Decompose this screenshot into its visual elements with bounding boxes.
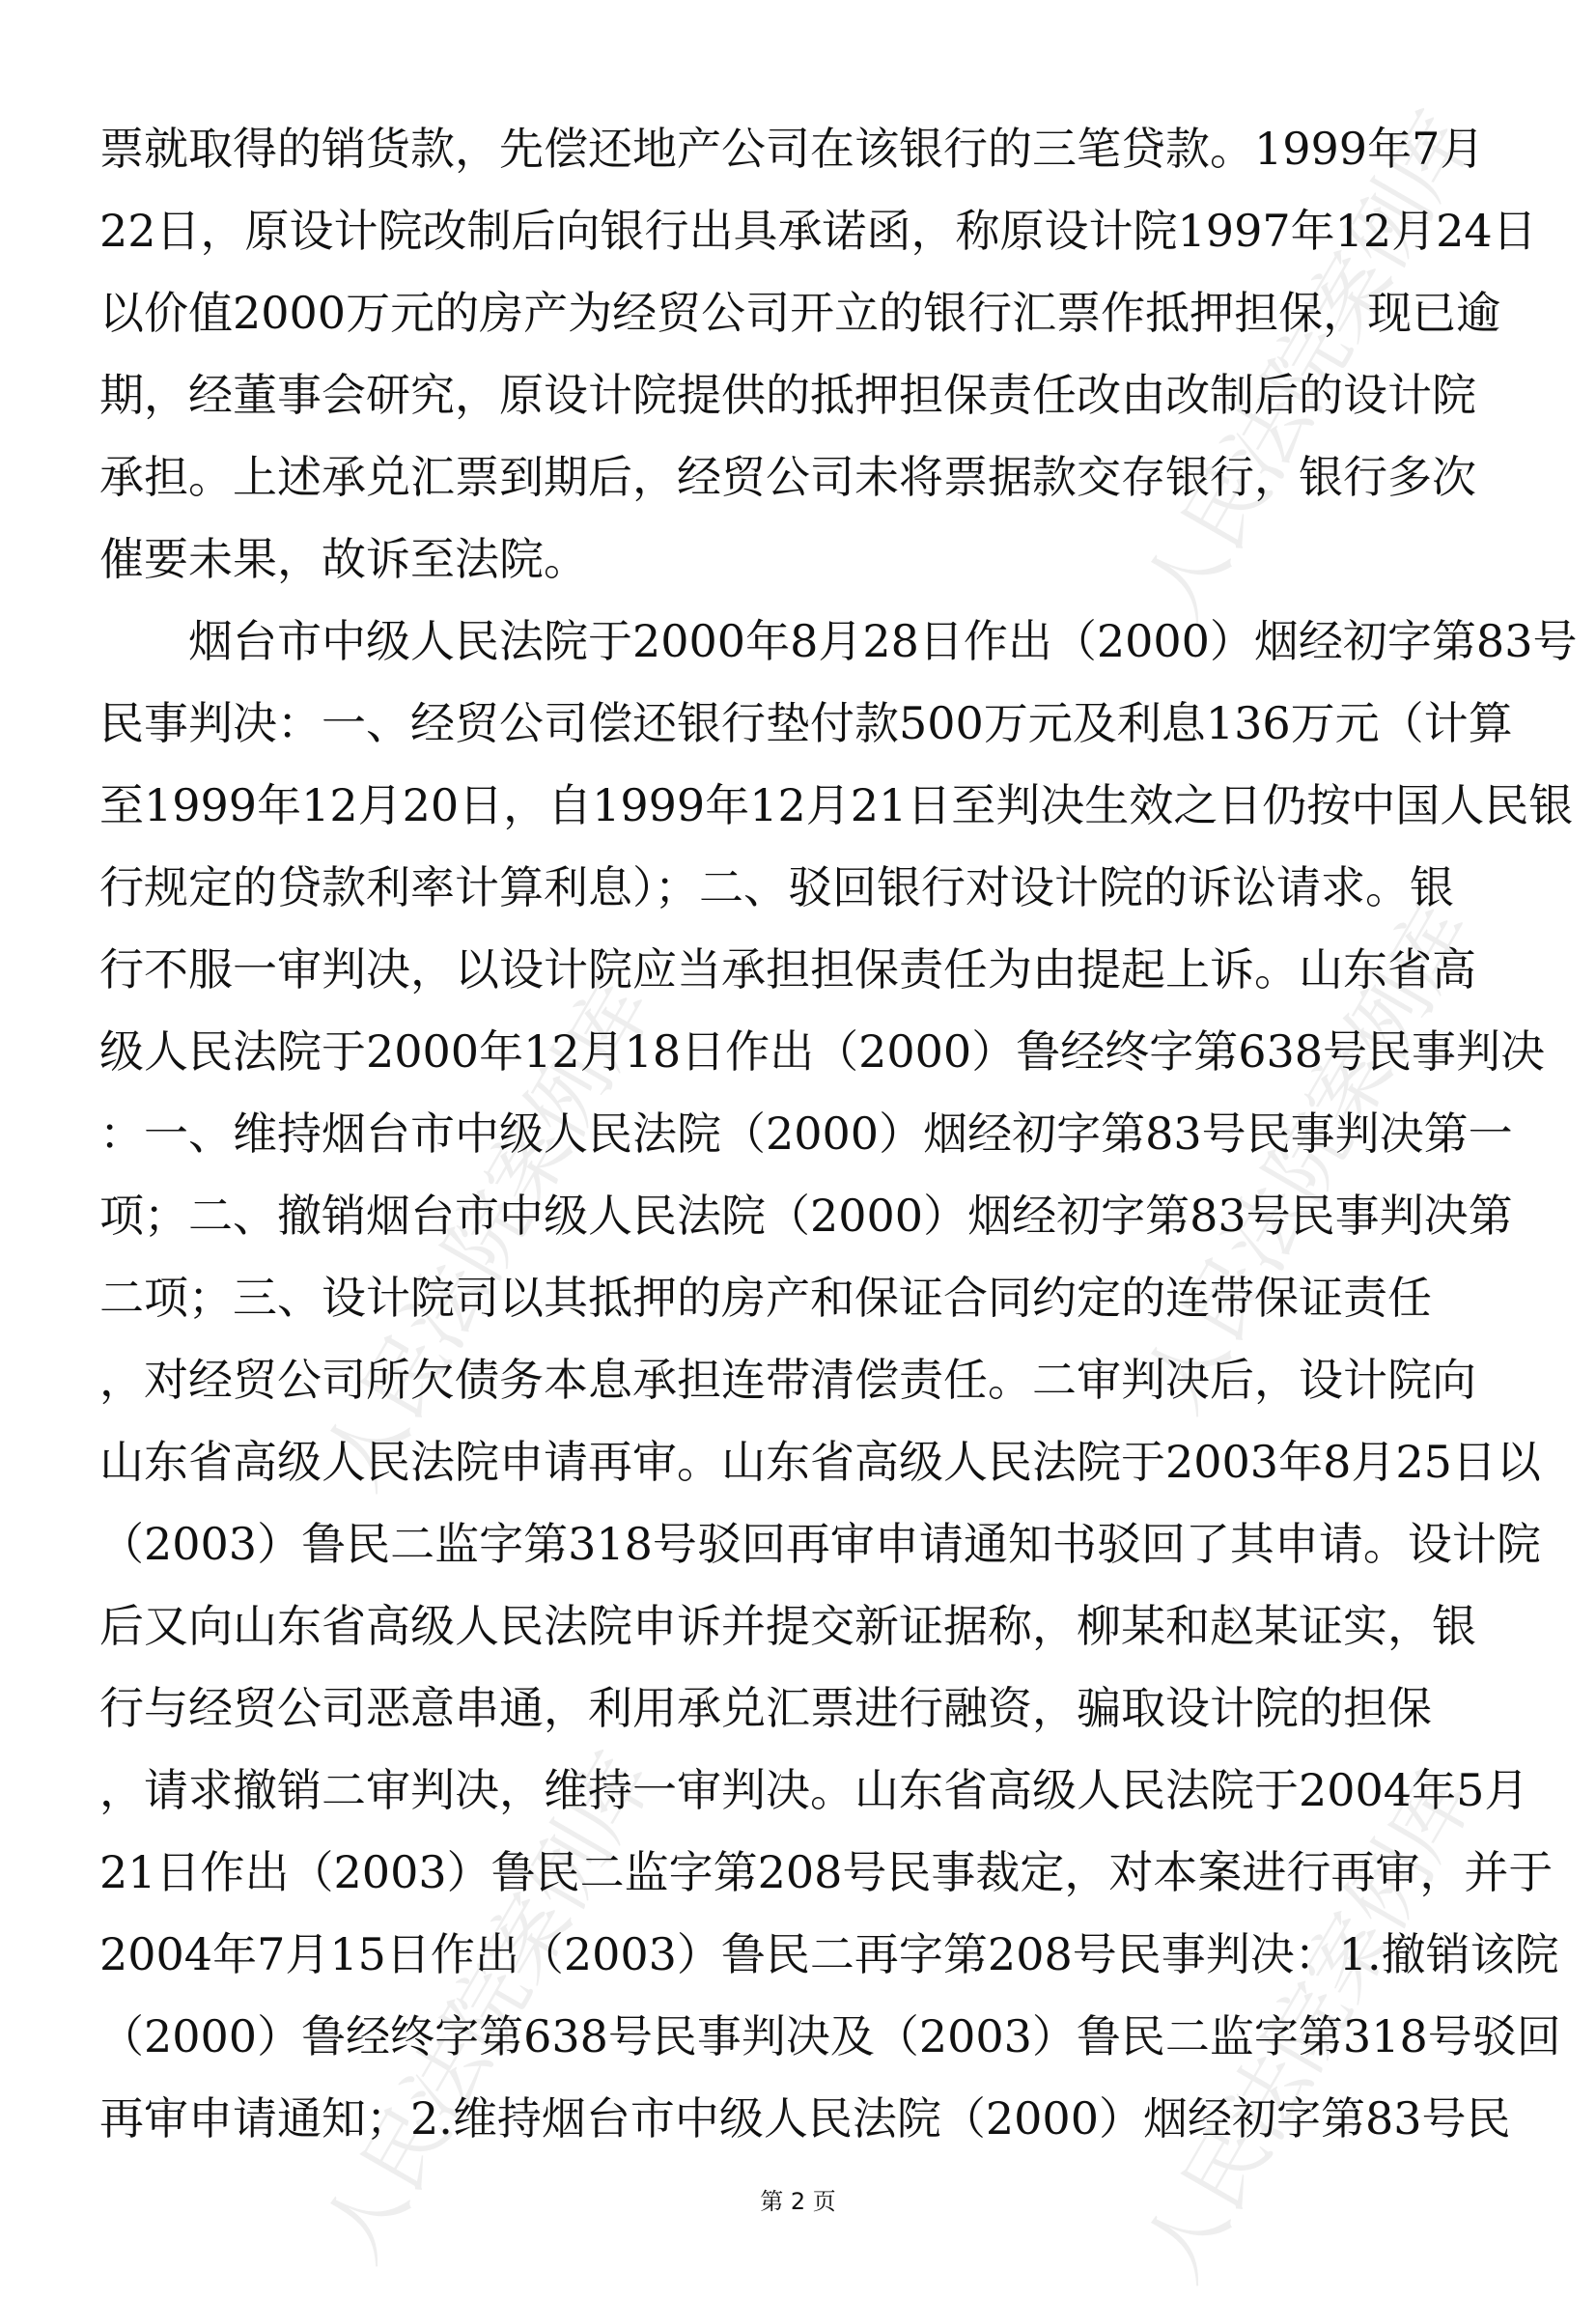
watermark: 人民法院案例库 xyxy=(304,1737,671,2277)
watermark: 人民法院案例库 xyxy=(1125,1756,1492,2296)
watermark: 人民法院案例库 xyxy=(1125,96,1492,635)
text-line: 至1999年12月20日，自1999年12月21日至判决生效之日仍按中国人民银 xyxy=(99,779,1574,831)
text-line: 承担。上述承兑汇票到期后，经贸公司未将票据款交存银行，银行多次 xyxy=(99,451,1476,503)
text-line: 山东省高级人民法院申请再审。山东省高级人民法院于2003年8月25日以 xyxy=(99,1436,1541,1488)
text-line: 行不服一审判决，以设计院应当承担担保责任为由提起上诉。山东省高 xyxy=(99,943,1476,995)
text-line: 以价值2000万元的房产为经贸公司开立的银行汇票作抵押担保，现已逾 xyxy=(99,287,1501,339)
text-line: 2004年7月15日作出（2003）鲁民二再字第208号民事判决：1.撤销该院 xyxy=(99,1928,1559,1980)
text-line: 22日，原设计院改制后向银行出具承诺函，称原设计院1997年12月24日 xyxy=(99,205,1537,257)
text-line: 期，经董事会研究，原设计院提供的抵押担保责任改由改制后的设计院 xyxy=(99,369,1476,421)
text-line: 行规定的贷款利率计算利息）；二、驳回银行对设计院的诉讼请求。银 xyxy=(99,861,1454,913)
text-line: ，对经贸公司所欠债务本息承担连带清偿责任。二审判决后，设计院向 xyxy=(99,1354,1476,1406)
text-line: 二项；三、设计院司以其抵押的房产和保证合同约定的连带保证责任 xyxy=(99,1272,1432,1324)
text-line: 行与经贸公司恶意串通，利用承兑汇票进行融资，骗取设计院的担保 xyxy=(99,1682,1432,1734)
text-line: 民事判决：一、经贸公司偿还银行垫付款500万元及利息136万元（计算 xyxy=(99,697,1513,749)
text-line: 项；二、撤销烟台市中级人民法院（2000）烟经初字第83号民事判决第 xyxy=(99,1190,1513,1242)
text-line: 后又向山东省高级人民法院申诉并提交新证据称，柳某和赵某证实，银 xyxy=(99,1600,1476,1652)
watermark: 人民法院案例库 xyxy=(1125,887,1492,1427)
text-line: 级人民法院于2000年12月18日作出（2000）鲁经终字第638号民事判决 xyxy=(99,1025,1545,1078)
watermark: 人民法院案例库 xyxy=(304,965,671,1504)
text-line: ，请求撤销二审判决，维持一审判决。山东省高级人民法院于2004年5月 xyxy=(99,1764,1529,1816)
text-line: 票就取得的销货款，先偿还地产公司在该银行的三笔贷款。1999年7月 xyxy=(99,123,1485,175)
body-text xyxy=(99,108,1578,2160)
text-line: 21日作出（2003）鲁民二监字第208号民事裁定，对本案进行再审，并于 xyxy=(99,1846,1554,1898)
text-line: 再审申请通知；2.维持烟台市中级人民法院（2000）烟经初字第83号民 xyxy=(99,2092,1511,2145)
text-line: （2000）鲁经终字第638号民事判决及（2003）鲁民二监字第318号驳回 xyxy=(99,2010,1561,2062)
text-line: 烟台市中级人民法院于2000年8月28日作出（2000）烟经初字第83号 xyxy=(99,615,1578,667)
text-line: ：一、维持烟台市中级人民法院（2000）烟经初字第83号民事判决第一 xyxy=(99,1107,1513,1160)
text-line: 催要未果，故诉至法院。 xyxy=(99,533,588,585)
text-line: （2003）鲁民二监字第318号驳回再审申请通知书驳回了其申请。设计院 xyxy=(99,1518,1541,1570)
page-number: 第 2 页 xyxy=(760,2188,836,2215)
